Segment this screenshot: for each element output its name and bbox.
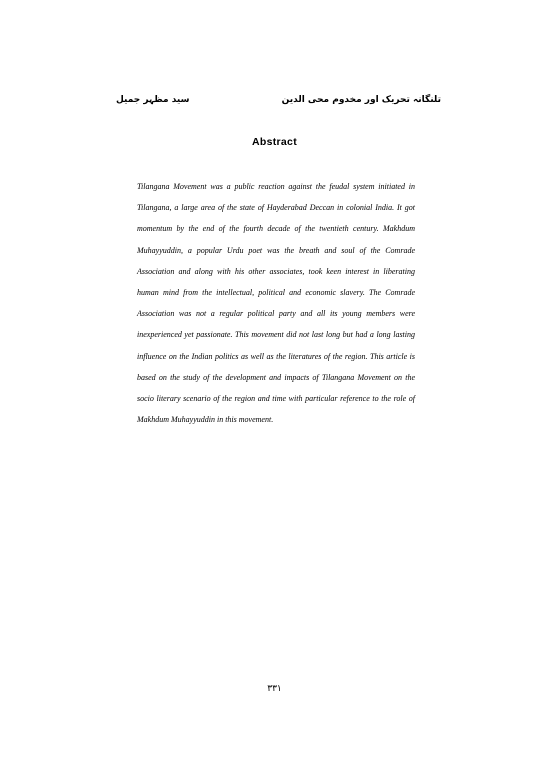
- running-header-title: تلنگانہ تحریک اور مخدوم محی الدین: [281, 95, 441, 105]
- page-number: ۳۳۱: [267, 684, 282, 694]
- running-header-author: سید مظہر جمیل: [116, 95, 190, 105]
- abstract-paragraph: Tilangana Movement was a public reaction against the feudal system initiated in Tilangana, a large area of the state of Hayderabad Deccan in colonial India. It got momentum by the end of the fourth decade of the twentieth century. Makhdum Muhayyuddin, a popular Urdu poet was the breath and soul of the Comrade Association and along with his other associates, took keen interest in liberating human mind from the intellectual, political and economic slavery. The Comrade Association was not a regular political party and all its young members were inexperienced yet passionate. This movement did not last long but had a long lasting influence on the Indian politics as well as the literatures of the region. This article is based on the study of the development and impacts of Tilangana Movement on the socio literary scenario of the region and time with particular reference to the role of Makhdum Muhayyuddin in this movement.: [137, 182, 415, 425]
- abstract-heading: Abstract: [252, 136, 297, 148]
